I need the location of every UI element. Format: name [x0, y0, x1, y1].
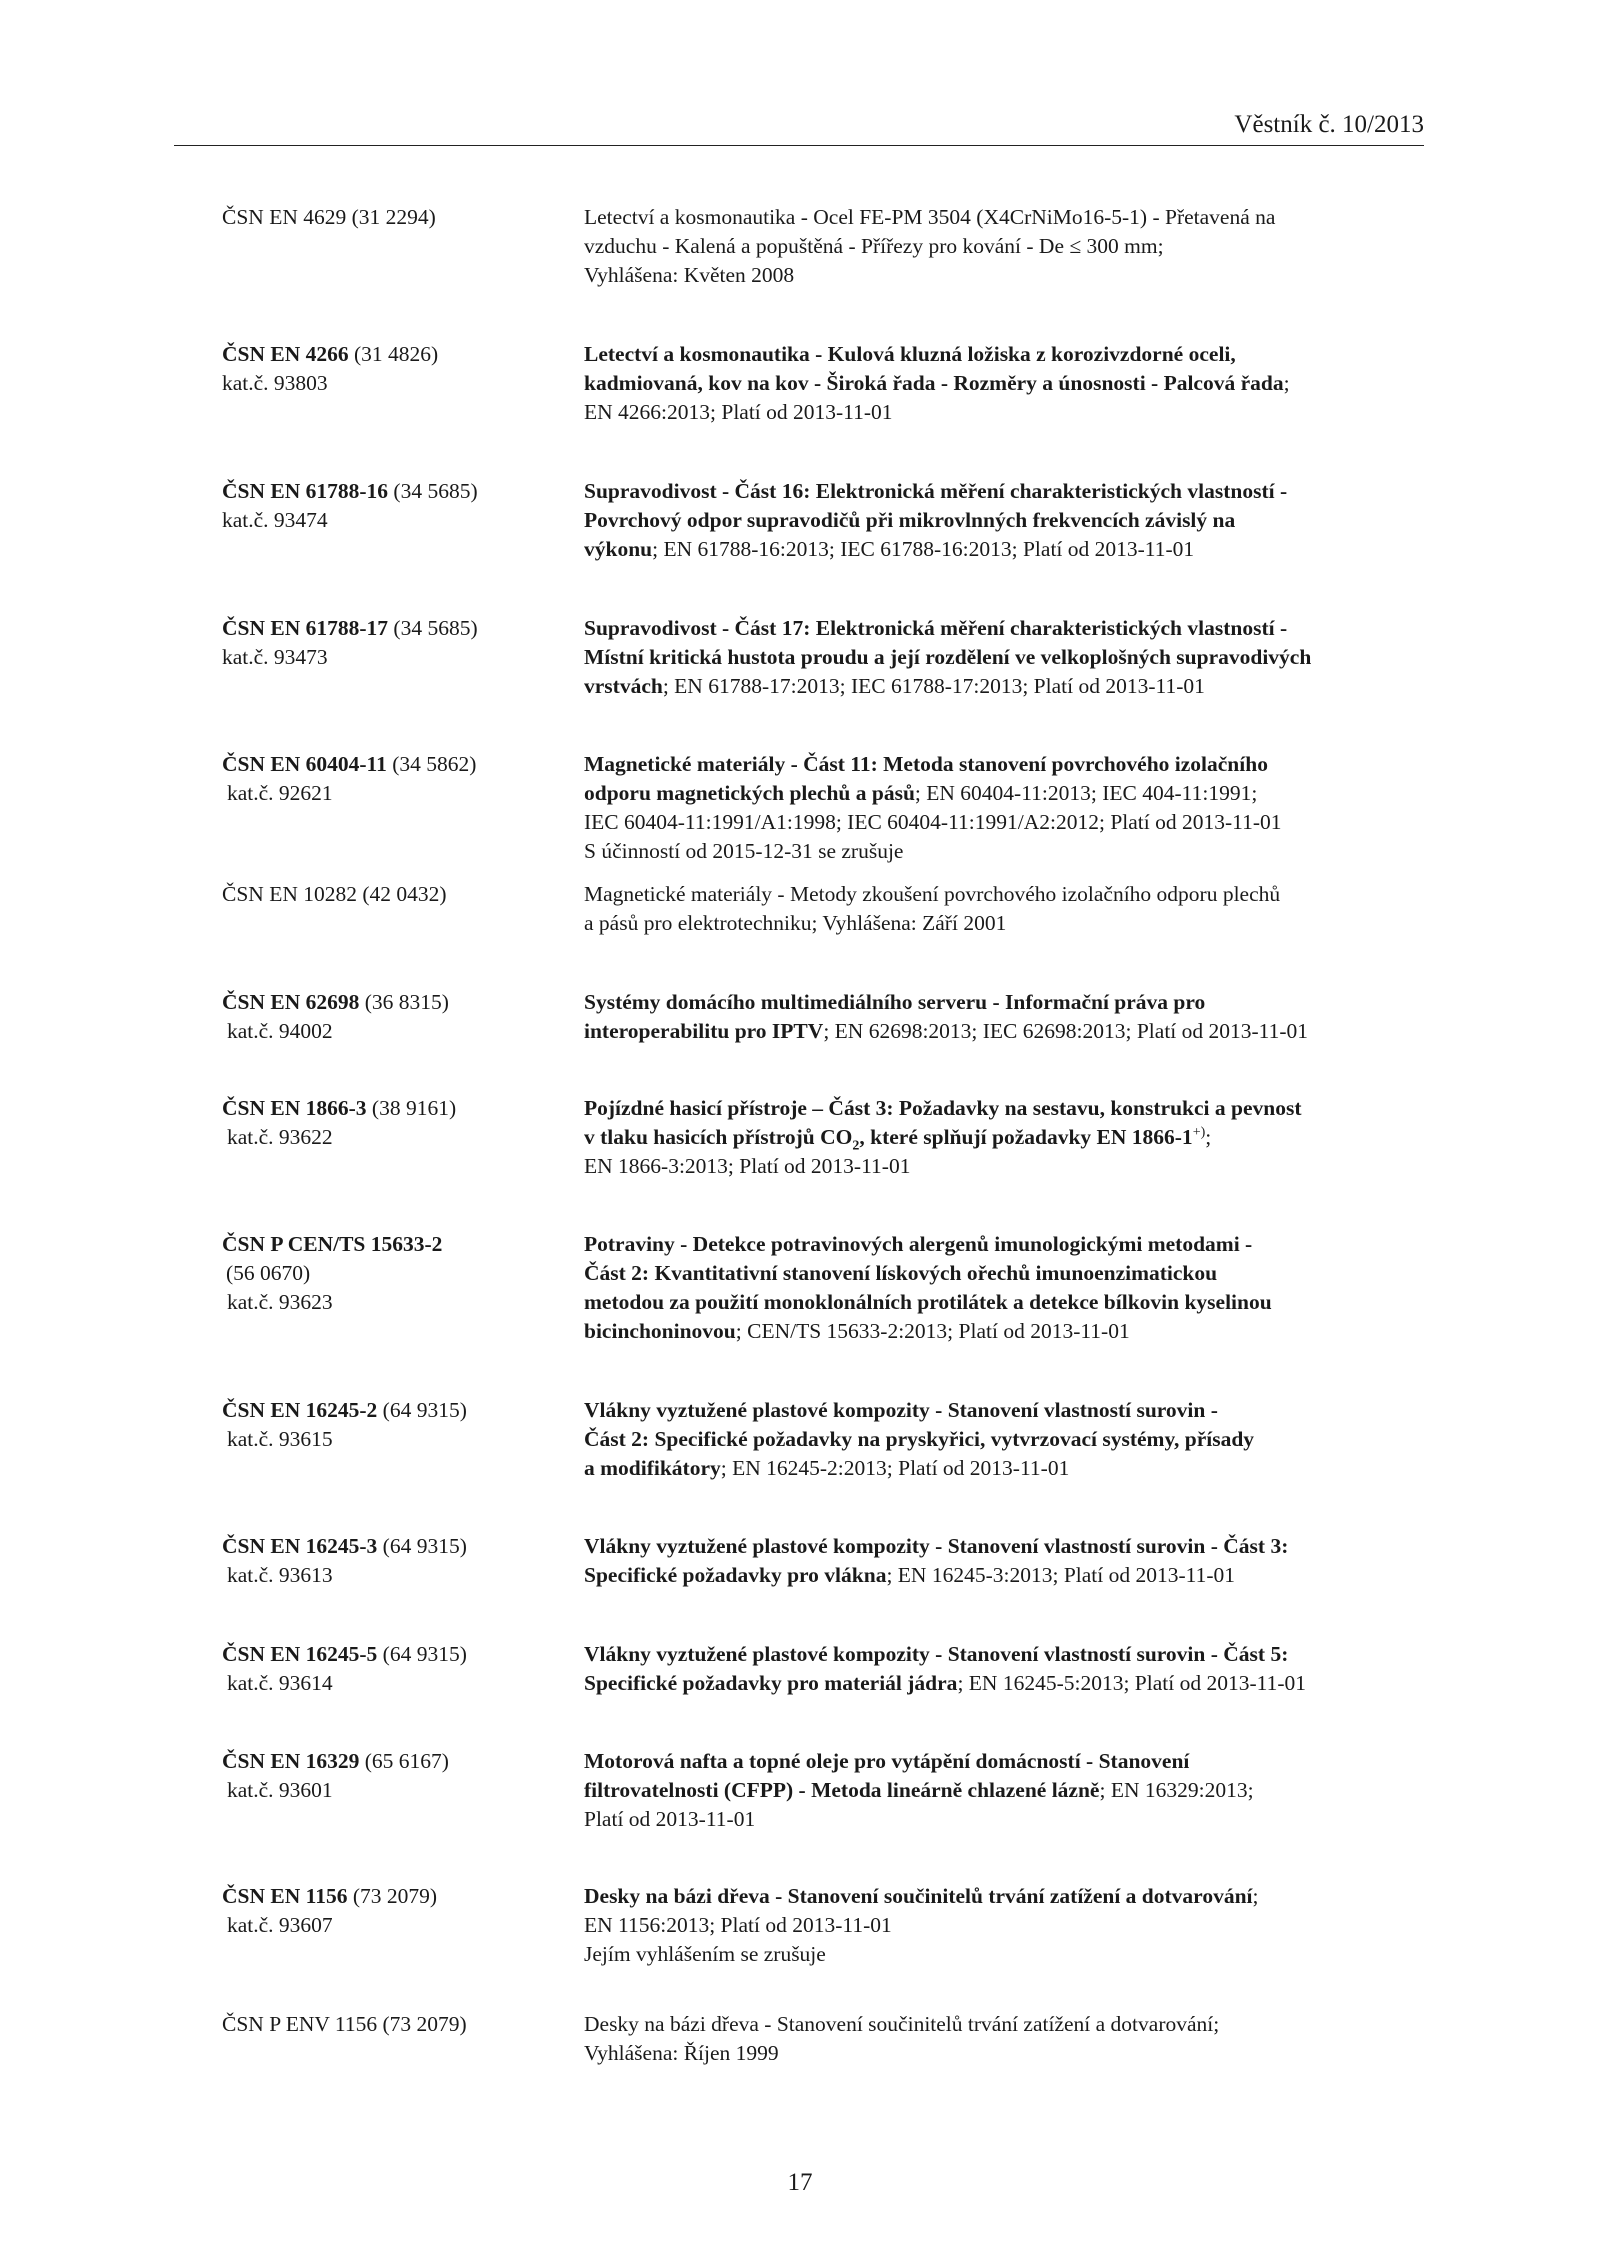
standard-identifier: [0, 1532, 570, 1590]
description-line: [584, 1669, 1434, 1698]
standard-title: , které splňují požadavky EN 1866-1: [859, 1125, 1193, 1149]
description-line: [584, 2010, 1434, 2039]
classification-code: (64 9315): [382, 1398, 467, 1422]
standard-identifier: [0, 988, 570, 1046]
catalogue-number: kat.č. 94002: [227, 1019, 333, 1043]
description-line: [584, 837, 1434, 866]
standard-details: Jejím vyhlášením se zrušuje: [584, 1942, 826, 1966]
catalogue-number: kat.č. 93615: [227, 1427, 333, 1451]
classification-code: (38 9161): [371, 1096, 457, 1120]
standard-code: ČSN P CEN/TS 15633-2: [222, 1232, 443, 1256]
standard-description: [584, 1640, 1434, 1698]
standard-identifier: [0, 1747, 570, 1805]
classification-code: (56 0670): [226, 1261, 311, 1285]
superscript: +): [1192, 1124, 1206, 1140]
standard-description: [584, 614, 1434, 701]
standard-code: ČSN P ENV 1156: [222, 2012, 378, 2036]
standard-title: Místní kritická hustota proudu a její rozdělení ve velkoplošných supravodivých: [584, 645, 1312, 669]
standard-description: [584, 750, 1434, 866]
journal-header: Věstník č. 10/2013: [174, 108, 1424, 146]
description-line: [584, 880, 1434, 909]
description-line: [584, 1805, 1434, 1834]
description-line: [584, 506, 1434, 535]
standard-identifier: [0, 203, 570, 232]
standard-title: Část 2: Specifické požadavky na pryskyřici, vytvrzovací systémy, přísady: [584, 1427, 1255, 1451]
standard-description: [584, 988, 1434, 1046]
description-line: [584, 1882, 1434, 1911]
description-line: [584, 1152, 1434, 1181]
standard-details: EN 1866-3:2013; Platí od 2013-11-01: [584, 1154, 911, 1178]
standard-code: ČSN EN 1866-3: [222, 1096, 367, 1120]
standard-details: Vyhlášena: Říjen 1999: [584, 2041, 779, 2065]
description-line: [584, 1454, 1434, 1483]
standard-code: ČSN EN 62698: [222, 990, 360, 1014]
standard-code: ČSN EN 4629: [222, 205, 347, 229]
standard-details: IEC 60404-11:1991/A1:1998; IEC 60404-11:1991/A2:2012; Platí od 2013-11-01: [584, 810, 1282, 834]
description-line: [584, 1532, 1434, 1561]
standard-title: interoperabilitu pro IPTV: [584, 1019, 824, 1043]
classification-code: (65 6167): [364, 1749, 449, 1773]
description-line: [584, 909, 1434, 938]
description-line: [584, 672, 1434, 701]
standard-title: metodou za použití monoklonálních protilátek a detekce bílkovin kyselinou: [584, 1290, 1272, 1314]
standard-code: ČSN EN 61788-16: [222, 479, 389, 503]
standard-title: výkonu: [584, 537, 653, 561]
standard-description: [584, 1532, 1434, 1590]
standard-details: Desky na bázi dřeva - Stanovení součinitelů trvání zatížení a dotvarování;: [584, 2012, 1220, 2036]
standard-title: Pojízdné hasicí přístroje – Část 3: Požadavky na sestavu, konstrukci a pevnost: [584, 1096, 1302, 1120]
standard-details: vzduchu - Kalená a popuštěná - Přířezy pro kování - De ≤ 300 mm;: [584, 234, 1164, 258]
standard-details: Vyhlášena: Květen 2008: [584, 263, 795, 287]
standard-details: ; EN 61788-17:2013; IEC 61788-17:2013; Platí od 2013-11-01: [662, 674, 1205, 698]
classification-code: (36 8315): [364, 990, 449, 1014]
description-line: [584, 1640, 1434, 1669]
standard-identifier: [0, 1094, 570, 1152]
standard-code: ČSN EN 61788-17: [222, 616, 389, 640]
description-line: [584, 988, 1434, 1017]
standard-identifier: [0, 340, 570, 398]
standard-title: kadmiovaná, kov na kov - Široká řada - Rozměry a únosnosti - Palcová řada: [584, 371, 1284, 395]
catalogue-number: kat.č. 93473: [222, 645, 328, 669]
standard-identifier: [0, 477, 570, 535]
standard-details: ; EN 16245-2:2013; Platí od 2013-11-01: [720, 1456, 1070, 1480]
description-line: [584, 398, 1434, 427]
standard-details: Letectví a kosmonautika - Ocel FE-PM 3504 (X4CrNiMo16-5-1) - Přetavená na: [584, 205, 1276, 229]
standard-details: ; CEN/TS 15633-2:2013; Platí od 2013-11-01: [735, 1319, 1130, 1343]
standard-title: odporu magnetických plechů a pásů: [584, 781, 915, 805]
standard-title: Část 2: Kvantitativní stanovení lískových ořechů imunoenzimatickou: [584, 1261, 1218, 1285]
classification-code: (42 0432): [362, 882, 447, 906]
description-line: [584, 779, 1434, 808]
standard-title: bicinchoninovou: [584, 1319, 736, 1343]
standard-title: a modifikátory: [584, 1456, 721, 1480]
description-line: [584, 1017, 1434, 1046]
standard-details: ;: [1252, 1884, 1259, 1908]
catalogue-number: kat.č. 93622: [227, 1125, 333, 1149]
standard-details: ; EN 60404-11:2013; IEC 404-11:1991;: [914, 781, 1258, 805]
description-line: [584, 1230, 1434, 1259]
standard-description: [584, 1094, 1434, 1181]
description-line: [584, 477, 1434, 506]
standard-title: Vlákny vyztužené plastové kompozity - Stanovení vlastností surovin -: [584, 1398, 1218, 1422]
description-line: [584, 1094, 1434, 1123]
standard-code: ČSN EN 1156: [222, 1884, 348, 1908]
description-line: [584, 1911, 1434, 1940]
standard-title: Systémy domácího multimediálního serveru - Informační práva pro: [584, 990, 1206, 1014]
standard-title: Vlákny vyztužené plastové kompozity - Stanovení vlastností surovin - Část 3:: [584, 1534, 1289, 1558]
standard-description: [584, 1882, 1434, 1969]
standard-code: ČSN EN 60404-11: [222, 752, 387, 776]
catalogue-number: kat.č. 93803: [222, 371, 328, 395]
description-line: [584, 261, 1434, 290]
standard-code: ČSN EN 16245-2: [222, 1398, 378, 1422]
classification-code: (64 9315): [382, 1534, 467, 1558]
description-line: [584, 1288, 1434, 1317]
description-line: [584, 1425, 1434, 1454]
standard-identifier: [0, 614, 570, 672]
description-line: [584, 340, 1434, 369]
description-line: [584, 232, 1434, 261]
standard-code: ČSN EN 16245-5: [222, 1642, 378, 1666]
standard-details: ; EN 16245-3:2013; Platí od 2013-11-01: [886, 1563, 1236, 1587]
description-line: [584, 1317, 1434, 1346]
standard-description: [584, 203, 1434, 290]
standard-code: ČSN EN 10282: [222, 882, 357, 906]
standard-title: Motorová nafta a topné oleje pro vytápění domácností - Stanovení: [584, 1749, 1190, 1773]
description-line: [584, 750, 1434, 779]
classification-code: (34 5685): [393, 479, 478, 503]
description-line: [584, 1776, 1434, 1805]
standard-identifier: [0, 1882, 570, 1940]
classification-code: (73 2079): [382, 2012, 467, 2036]
standard-title: v tlaku hasicích přístrojů CO: [584, 1125, 853, 1149]
classification-code: (34 5862): [392, 752, 477, 776]
catalogue-number: kat.č. 92621: [227, 781, 333, 805]
standard-details: ;: [1205, 1125, 1212, 1149]
standard-details: EN 1156:2013; Platí od 2013-11-01: [584, 1913, 892, 1937]
standard-details: ; EN 62698:2013; IEC 62698:2013; Platí od 2013-11-01: [823, 1019, 1309, 1043]
standard-description: [584, 2010, 1434, 2068]
description-line: [584, 1259, 1434, 1288]
standard-code: ČSN EN 4266: [222, 342, 349, 366]
classification-code: (34 5685): [393, 616, 478, 640]
catalogue-number: kat.č. 93614: [227, 1671, 333, 1695]
standard-identifier: [0, 750, 570, 808]
description-line: [584, 808, 1434, 837]
standard-identifier: [0, 1396, 570, 1454]
catalogue-number: kat.č. 93623: [227, 1290, 333, 1314]
description-line: [584, 643, 1434, 672]
standard-code: ČSN EN 16245-3: [222, 1534, 378, 1558]
standard-details: Magnetické materiály - Metody zkoušení povrchového izolačního odporu plechů: [584, 882, 1281, 906]
subscript: 2: [852, 1138, 860, 1154]
standard-identifier: [0, 1230, 570, 1317]
classification-code: (31 2294): [351, 205, 436, 229]
standard-title: vrstvách: [584, 674, 663, 698]
standard-title: Supravodivost - Část 16: Elektronická měření charakteristických vlastností -: [584, 479, 1288, 503]
standard-details: EN 4266:2013; Platí od 2013-11-01: [584, 400, 893, 424]
classification-code: (31 4826): [354, 342, 439, 366]
standard-title: Potraviny - Detekce potravinových alergenů imunologickými metodami -: [584, 1232, 1253, 1256]
catalogue-number: kat.č. 93613: [227, 1563, 333, 1587]
standard-details: ; EN 61788-16:2013; IEC 61788-16:2013; Platí od 2013-11-01: [652, 537, 1195, 561]
standard-identifier: [0, 2010, 570, 2039]
standard-title: Vlákny vyztužené plastové kompozity - Stanovení vlastností surovin - Část 5:: [584, 1642, 1289, 1666]
description-line: [584, 1561, 1434, 1590]
description-line: [584, 614, 1434, 643]
standard-details: ; EN 16329:2013;: [1099, 1778, 1254, 1802]
description-line: [584, 1123, 1434, 1152]
standard-title: Specifické požadavky pro materiál jádra: [584, 1671, 958, 1695]
catalogue-number: kat.č. 93474: [222, 508, 328, 532]
catalogue-number: kat.č. 93601: [227, 1778, 333, 1802]
standard-title: Specifické požadavky pro vlákna: [584, 1563, 887, 1587]
standard-details: Platí od 2013-11-01: [584, 1807, 756, 1831]
standard-title: Supravodivost - Část 17: Elektronická měření charakteristických vlastností -: [584, 616, 1288, 640]
standard-code: ČSN EN 16329: [222, 1749, 360, 1773]
standard-title: Povrchový odpor supravodičů při mikrovlnných frekvencích závislý na: [584, 508, 1236, 532]
standard-title: filtrovatelnosti (CFPP) - Metoda lineárně chlazené lázně: [584, 1778, 1100, 1802]
standard-details: ;: [1283, 371, 1290, 395]
standard-details: S účinností od 2015-12-31 se zrušuje: [584, 839, 904, 863]
standard-title: Magnetické materiály - Část 11: Metoda stanovení povrchového izolačního: [584, 752, 1268, 776]
standard-details: a pásů pro elektrotechniku; Vyhlášena: Září 2001: [584, 911, 1007, 935]
standard-identifier: [0, 1640, 570, 1698]
standard-description: [584, 1747, 1434, 1834]
description-line: [584, 2039, 1434, 2068]
standard-description: [584, 1230, 1434, 1346]
classification-code: (64 9315): [382, 1642, 467, 1666]
standard-title: Letectví a kosmonautika - Kulová kluzná ložiska z korozivzdorné oceli,: [584, 342, 1236, 366]
standard-details: ; EN 16245-5:2013; Platí od 2013-11-01: [957, 1671, 1306, 1695]
description-line: [584, 203, 1434, 232]
catalogue-number: kat.č. 93607: [227, 1913, 333, 1937]
description-line: [584, 1940, 1434, 1969]
standard-description: [584, 880, 1434, 938]
description-line: [584, 369, 1434, 398]
page-number: 17: [787, 2169, 813, 2196]
classification-code: (73 2079): [352, 1884, 438, 1908]
standard-title: Desky na bázi dřeva - Stanovení součinitelů trvání zatížení a dotvarování: [584, 1884, 1253, 1908]
standard-identifier: [0, 880, 570, 909]
description-line: [584, 1396, 1434, 1425]
standard-description: [584, 477, 1434, 564]
description-line: [584, 1747, 1434, 1776]
standard-description: [584, 340, 1434, 427]
description-line: [584, 535, 1434, 564]
standard-description: [584, 1396, 1434, 1483]
